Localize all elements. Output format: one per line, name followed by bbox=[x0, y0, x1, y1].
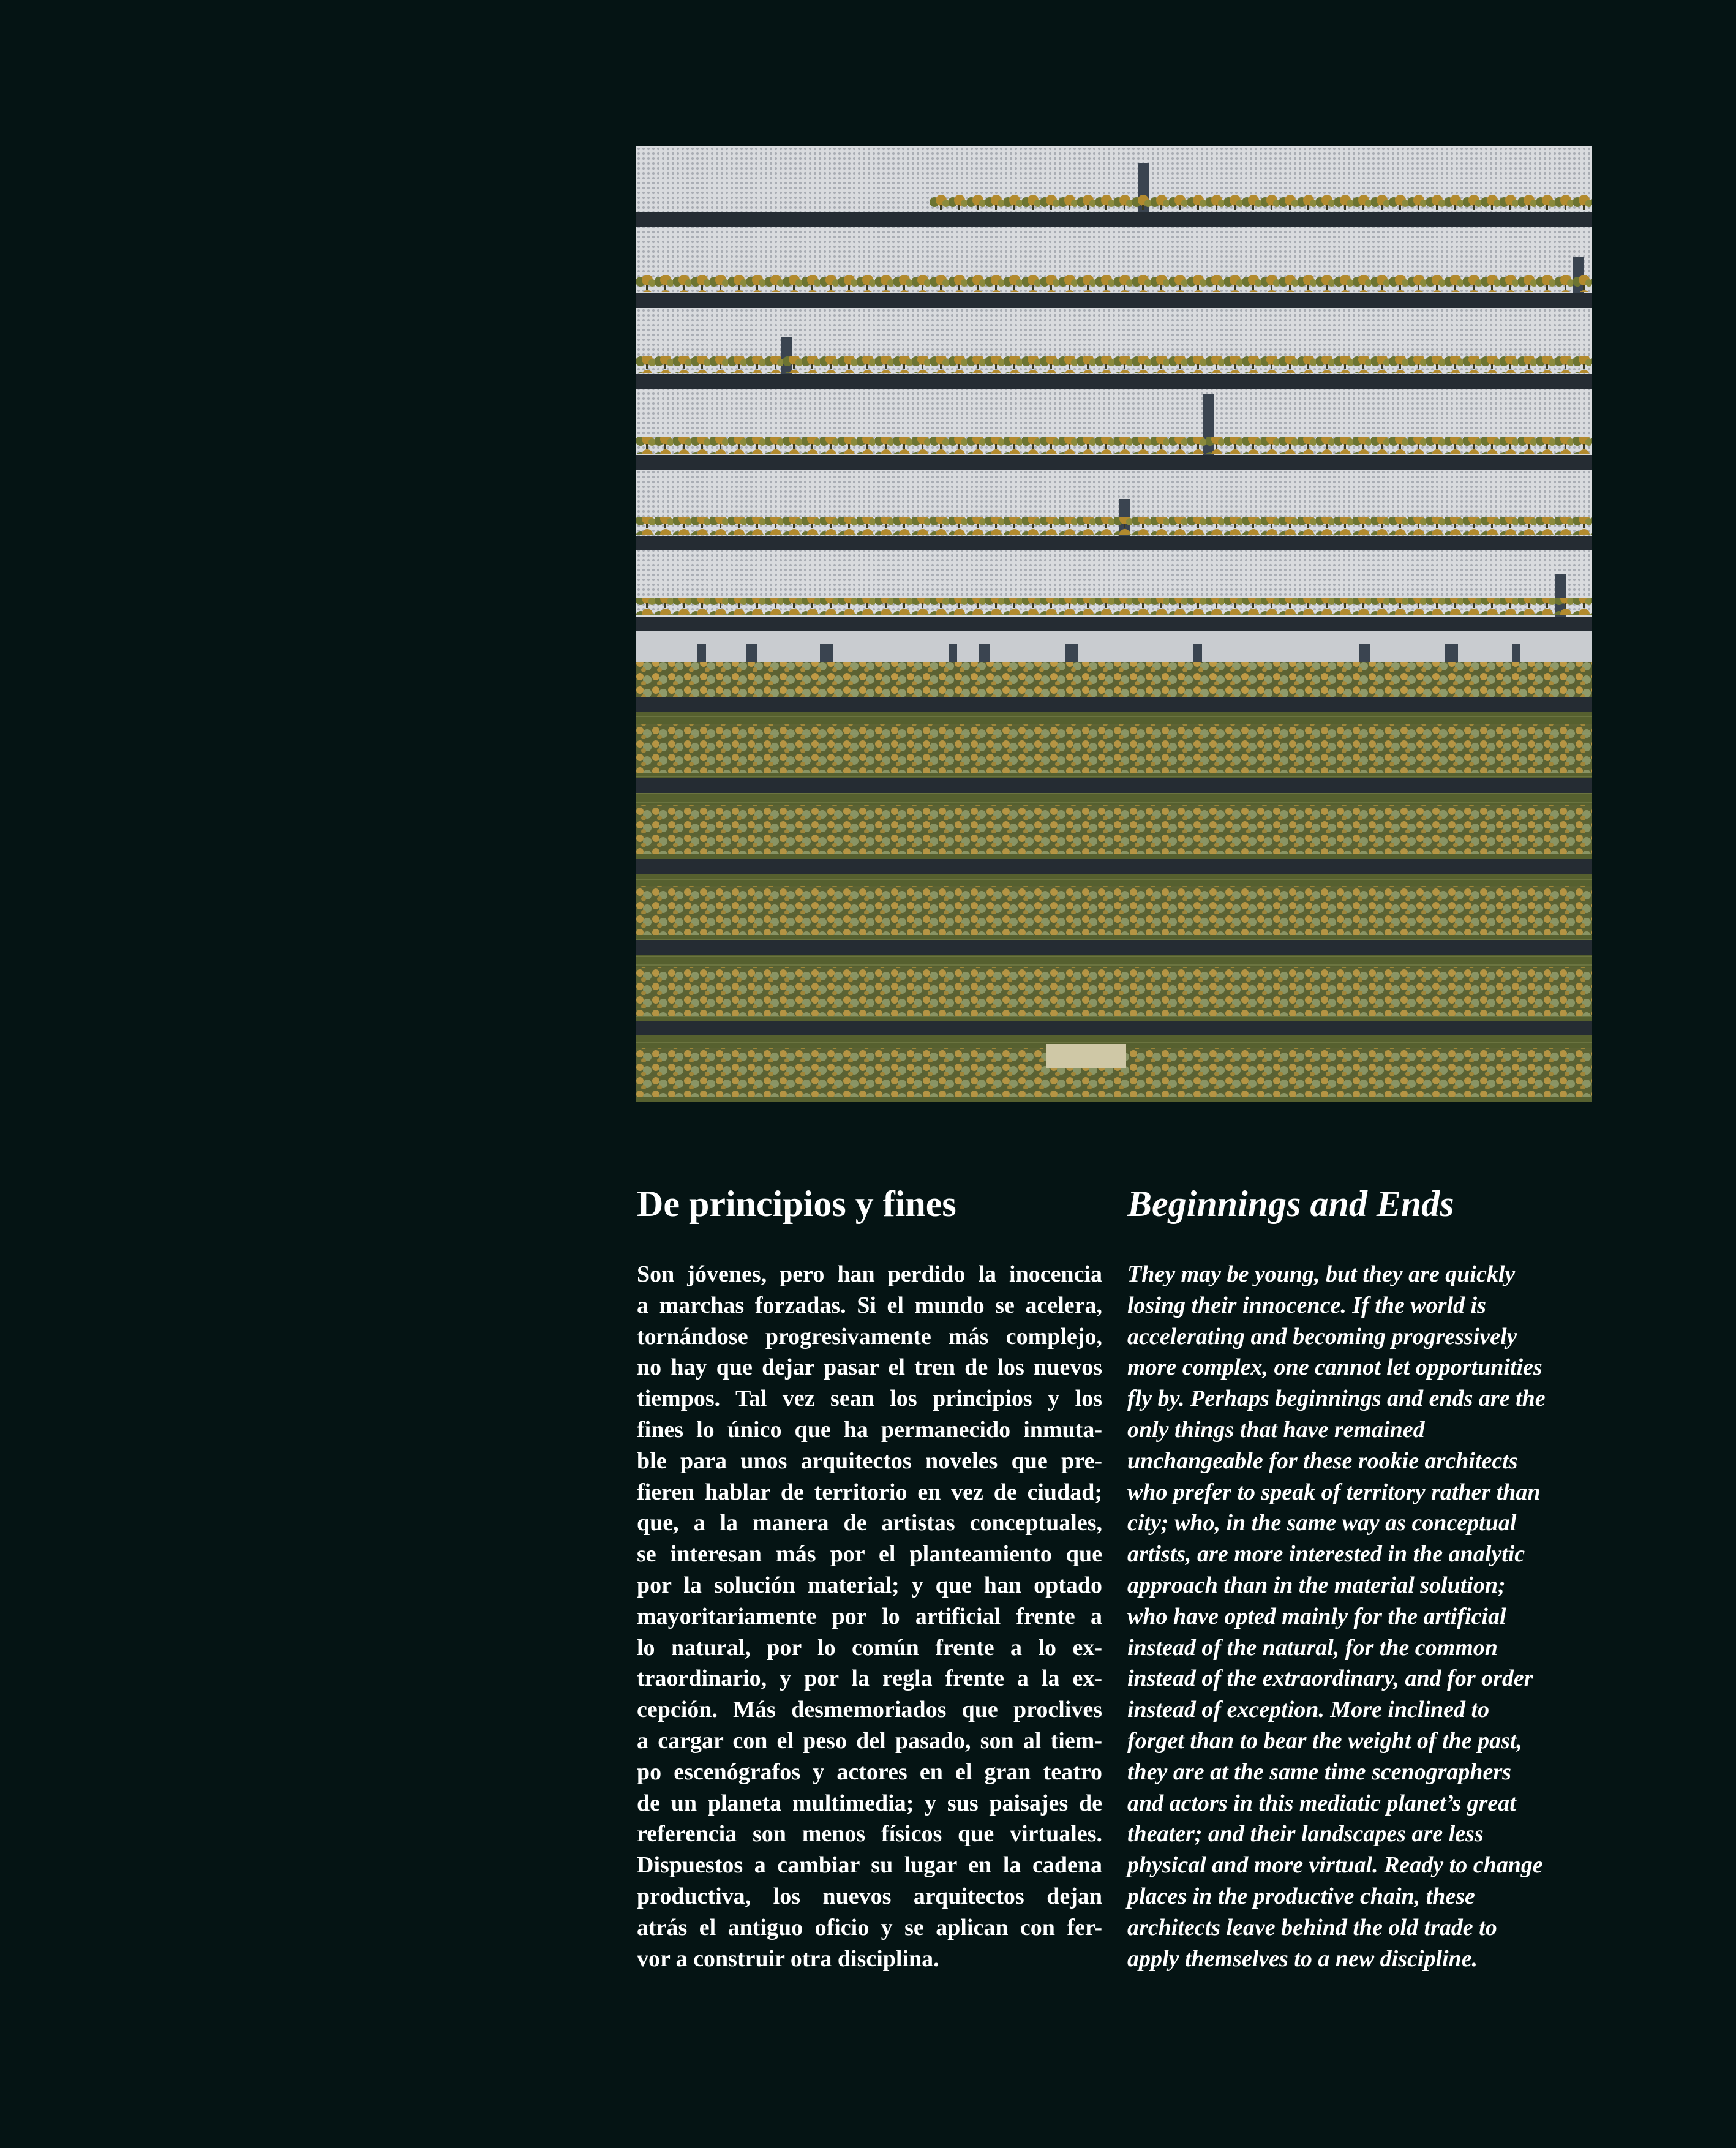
bench-structure bbox=[1046, 1044, 1126, 1068]
english-body-line: city; who, in the same way as conceptual bbox=[1127, 1510, 1517, 1536]
spanish-title: De principios y fines bbox=[637, 1184, 956, 1224]
tree-row bbox=[930, 194, 1592, 211]
english-body bbox=[1127, 1259, 1593, 1974]
english-body-line: losing their innocence. If the world is bbox=[1127, 1292, 1486, 1318]
spanish-body-line: no hay que dejar pasar el tren de los nuevos bbox=[637, 1354, 1102, 1381]
tree-row bbox=[636, 517, 1592, 535]
dark-band bbox=[636, 940, 1592, 955]
english-body-line: instead of the extraordinary, and for order bbox=[1127, 1665, 1533, 1692]
english-body-line: who have opted mainly for the artificial bbox=[1127, 1603, 1506, 1629]
spanish-body-line: tiempos. Tal vez sean los principios y los bbox=[637, 1386, 1102, 1412]
english-body-line: physical and more virtual. Ready to change bbox=[1127, 1852, 1543, 1879]
english-body-line: approach than in the material solution; bbox=[1127, 1572, 1506, 1598]
landscape-collage-image bbox=[636, 146, 1592, 1102]
spanish-body-line: a cargar con el peso del pasado, son al tiem- bbox=[637, 1727, 1102, 1754]
spanish-body-line: que, a la manera de artistas conceptuales, bbox=[637, 1510, 1102, 1536]
english-body-line: apply themselves to a new discipline. bbox=[1127, 1945, 1478, 1972]
english-body-line: artists, are more interested in the analytic bbox=[1127, 1541, 1525, 1568]
spanish-body-line: fieren hablar de territorio en vez de ciudad; bbox=[637, 1479, 1102, 1505]
spanish-body-line: lo natural, por lo común frente a lo ex- bbox=[637, 1634, 1102, 1661]
english-body-line: accelerating and becoming progressively bbox=[1127, 1323, 1517, 1350]
spanish-body-line: traordinario, y por la regla frente a la ex- bbox=[637, 1665, 1102, 1692]
english-body-line: places in the productive chain, these bbox=[1127, 1883, 1475, 1909]
dark-band bbox=[636, 617, 1592, 631]
orchard-strip bbox=[636, 662, 1592, 697]
spanish-body-line: a marchas forzadas. Si el mundo se acelera, bbox=[637, 1292, 1102, 1318]
spanish-body-line: Dispuestos a cambiar su lugar en la cadena bbox=[637, 1852, 1102, 1879]
english-body-line: fly by. Perhaps beginnings and ends are the bbox=[1127, 1386, 1546, 1412]
dark-band bbox=[636, 212, 1592, 227]
orchard-strip bbox=[636, 724, 1592, 773]
tree-row bbox=[636, 356, 1592, 373]
tree-row bbox=[636, 275, 1592, 292]
spanish-body-line: productiva, los nuevos arquitectos dejan bbox=[637, 1883, 1102, 1909]
spanish-column bbox=[637, 1181, 1102, 1974]
dark-band bbox=[636, 778, 1592, 793]
english-title: Beginnings and Ends bbox=[1127, 1184, 1454, 1224]
orchard-strip bbox=[636, 886, 1592, 935]
spanish-body-line: fines lo único que ha permanecido inmuta- bbox=[637, 1416, 1102, 1443]
english-body-line: theater; and their landscapes are less bbox=[1127, 1821, 1484, 1847]
english-body-line: forget than to bear the weight of the past, bbox=[1127, 1727, 1522, 1754]
dark-band bbox=[636, 374, 1592, 389]
dark-band bbox=[636, 293, 1592, 308]
english-body-line: only things that have remained bbox=[1127, 1416, 1425, 1443]
spanish-body-line: de un planeta multimedia; y sus paisajes de bbox=[637, 1790, 1102, 1816]
orchard-strip bbox=[636, 805, 1592, 854]
english-body-line: more complex, one cannot let opportunities bbox=[1127, 1354, 1542, 1381]
spanish-body-line: ble para unos arquitectos noveles que pre- bbox=[637, 1448, 1102, 1474]
spanish-body-line: mayoritariamente por lo artificial frente a bbox=[637, 1603, 1102, 1629]
spanish-body-line: tornándose progresivamente más complejo, bbox=[637, 1323, 1102, 1350]
english-body-line: they are at the same time scenographers bbox=[1127, 1759, 1511, 1785]
orchard-strip bbox=[636, 967, 1592, 1016]
spanish-body-line: po escenógrafos y actores en el gran teatro bbox=[637, 1759, 1102, 1785]
dark-band bbox=[636, 859, 1592, 874]
tree-row bbox=[636, 437, 1592, 454]
english-body-line: who prefer to speak of territory rather than bbox=[1127, 1479, 1541, 1505]
spanish-body-line: vor a construir otra disciplina. bbox=[637, 1945, 939, 1972]
english-body-line: instead of the natural, for the common bbox=[1127, 1634, 1498, 1661]
dark-band bbox=[636, 1021, 1592, 1035]
spanish-body bbox=[637, 1259, 1102, 1974]
dark-band bbox=[636, 536, 1592, 550]
spanish-body-line: por la solución material; y que han optado bbox=[637, 1572, 1102, 1598]
dark-band bbox=[636, 455, 1592, 470]
english-body-line: and actors in this mediatic planet’s great bbox=[1127, 1790, 1516, 1816]
spanish-body-line: cepción. Más desmemoriados que proclives bbox=[637, 1697, 1102, 1723]
spanish-body-line: atrás el antiguo oficio y se aplican con fer- bbox=[637, 1914, 1102, 1940]
spanish-body-line: Son jóvenes, pero han perdido la inocencia bbox=[637, 1261, 1102, 1287]
spanish-body-line: referencia son menos físicos que virtuales. bbox=[637, 1821, 1102, 1847]
english-body-line: architects leave behind the old trade to bbox=[1127, 1914, 1497, 1940]
english-body-line: instead of exception. More inclined to bbox=[1127, 1697, 1490, 1723]
english-column bbox=[1127, 1181, 1593, 1974]
english-body-line: They may be young, but they are quickly bbox=[1127, 1261, 1516, 1287]
spanish-body-line: se interesan más por el planteamiento que bbox=[637, 1541, 1102, 1568]
plate-strips bbox=[636, 146, 1592, 1102]
dark-band bbox=[636, 697, 1592, 712]
tree-row bbox=[636, 598, 1592, 615]
english-body-line: unchangeable for these rookie architects bbox=[1127, 1448, 1518, 1474]
